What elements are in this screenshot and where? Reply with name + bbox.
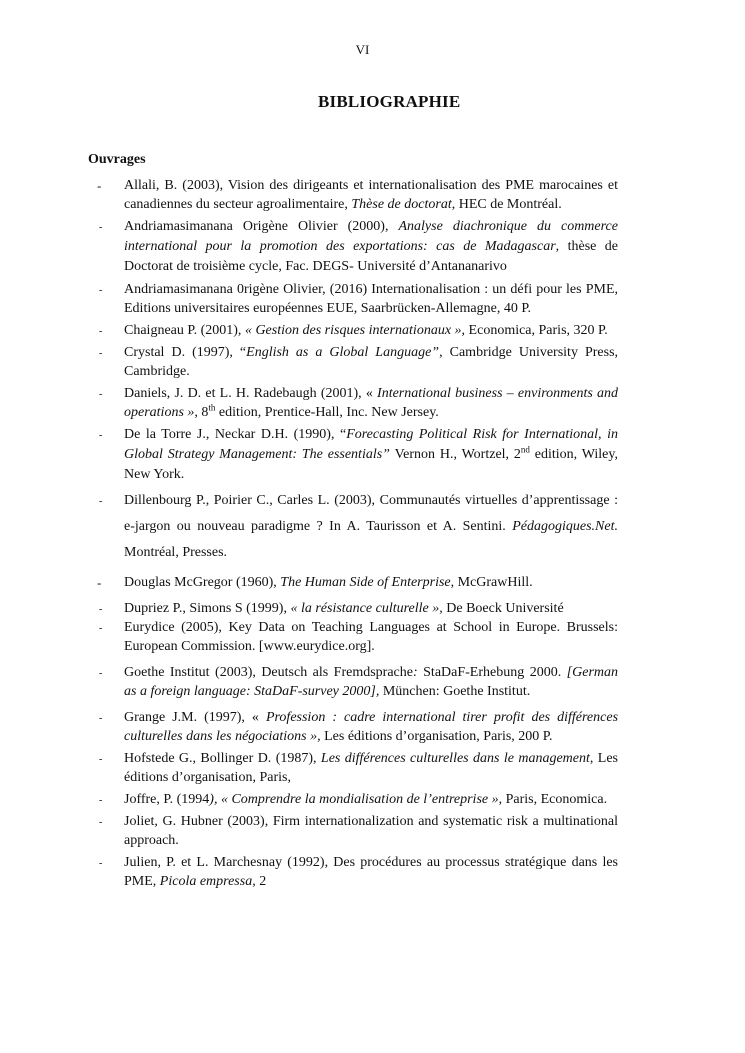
list-item: - Andriamasimanana Origène Olivier (2000), Analyse diachronique du commerce international pour la promotion des exportations: cas de Madagascar, thèse de Doctorat de troisième cycle, Fac. DEGS- Université d’Antananarivo — [99, 219, 619, 274]
page-number — [0, 42, 745, 58]
list-bullet: - — [99, 430, 103, 441]
list-item: - Grange J.M. (1997), « Profession : cadre international tirer profit des différences culturelles dans les négociations », Les éditions d’organisation, Paris, 200 P. — [99, 710, 619, 744]
list-item: - Eurydice (2005), Key Data on Teaching Languages at School in Europe. Brussels: European Commission. [www.eurydice.org]. — [99, 620, 618, 654]
list-bullet: - — [99, 795, 103, 806]
list-item: - Dillenbourg P., Poirier C., Carles L. (2003), Communautés virtuelles d’apprentissage : e-jargon ou nouveau paradigme ? In A. Taurisson et A. Sentini. Pédagogiques.Net. Montréal, Presses. — [88, 488, 618, 566]
list-item: - De la Torre J., Neckar D.H. (1990), “Forecasting Political Risk for International, in Global Strategy Management: The essentials” Vernon H., Wortzel, 2nd edition, Wiley, New York. — [99, 427, 618, 482]
list-item: - Andriamasimanana 0rigène Olivier, (2016) Internationalisation : un défi pour les PME, Editions universitaires européennes EUE, Saarbrücken-Allemagne, 40 P. — [99, 282, 618, 316]
list-bullet: - — [99, 754, 103, 765]
list-bullet: - — [99, 604, 103, 615]
list-bullet: - — [99, 713, 103, 724]
list-bullet: - — [97, 575, 102, 590]
page-title: BIBLIOGRAPHIE — [318, 92, 461, 111]
list-item: - Chaigneau P. (2001), « Gestion des risques internationaux », Economica, Paris, 320 P. — [88, 321, 618, 340]
list-item: - Joffre, P. (1994), « Comprendre la mondialisation de l’entreprise », Paris, Economica. — [88, 790, 618, 809]
list-item: - Crystal D. (1997), “English as a Global Language”, Cambridge University Press, Cambridge. — [99, 345, 619, 379]
list-bullet: - — [97, 178, 102, 193]
list-item: - Douglas McGregor (1960), The Human Side of Enterprise, McGrawHill. — [97, 575, 533, 590]
list-item: - Dupriez P., Simons S (1999), « la résistance culturelle », De Boeck Université — [88, 599, 618, 618]
list-bullet: - — [99, 668, 103, 679]
list-item: - Julien, P. et L. Marchesnay (1992), Des procédures au processus stratégique dans les PME, Picola empressa, 2 — [99, 855, 618, 889]
list-bullet: - — [99, 623, 103, 634]
list-bullet: - — [99, 389, 103, 400]
list-bullet: - — [99, 285, 103, 296]
list-bullet: - — [99, 858, 103, 869]
list-bullet: - — [99, 817, 103, 828]
bibliography-list — [88, 176, 618, 894]
list-item: - Goethe Institut (2003), Deutsch als Fremdsprache: StaDaF-Erhebung 2000. [German as a foreign language: StaDaF-survey 2000], München: Goethe Institut. — [99, 665, 619, 699]
list-bullet: - — [99, 222, 103, 233]
list-bullet: - — [99, 326, 103, 337]
list-item: - Joliet, G. Hubner (2003), Firm internationalization and systematic risk a multinational approach. — [99, 814, 618, 848]
list-item: - Allali, B. (2003), Vision des dirigeants et internationalisation des PME marocaines et canadiennes du secteur agroalimentaire, Thèse de doctorat, HEC de Montréal. — [97, 178, 618, 212]
list-item: - Hofstede G., Bollinger D. (1987), Les différences culturelles dans le management, Les éditions d’organisation, Paris, — [99, 751, 618, 785]
page-number-text: VI — [355, 42, 370, 57]
section-heading: Ouvrages — [88, 152, 146, 167]
list-bullet: - — [99, 348, 103, 359]
list-bullet: - — [99, 496, 103, 507]
list-item: - Daniels, J. D. et L. H. Radebaugh (2001), « International business – environments and operations », 8th edition, Prentice-Hall, Inc. New Jersey. — [99, 386, 618, 420]
